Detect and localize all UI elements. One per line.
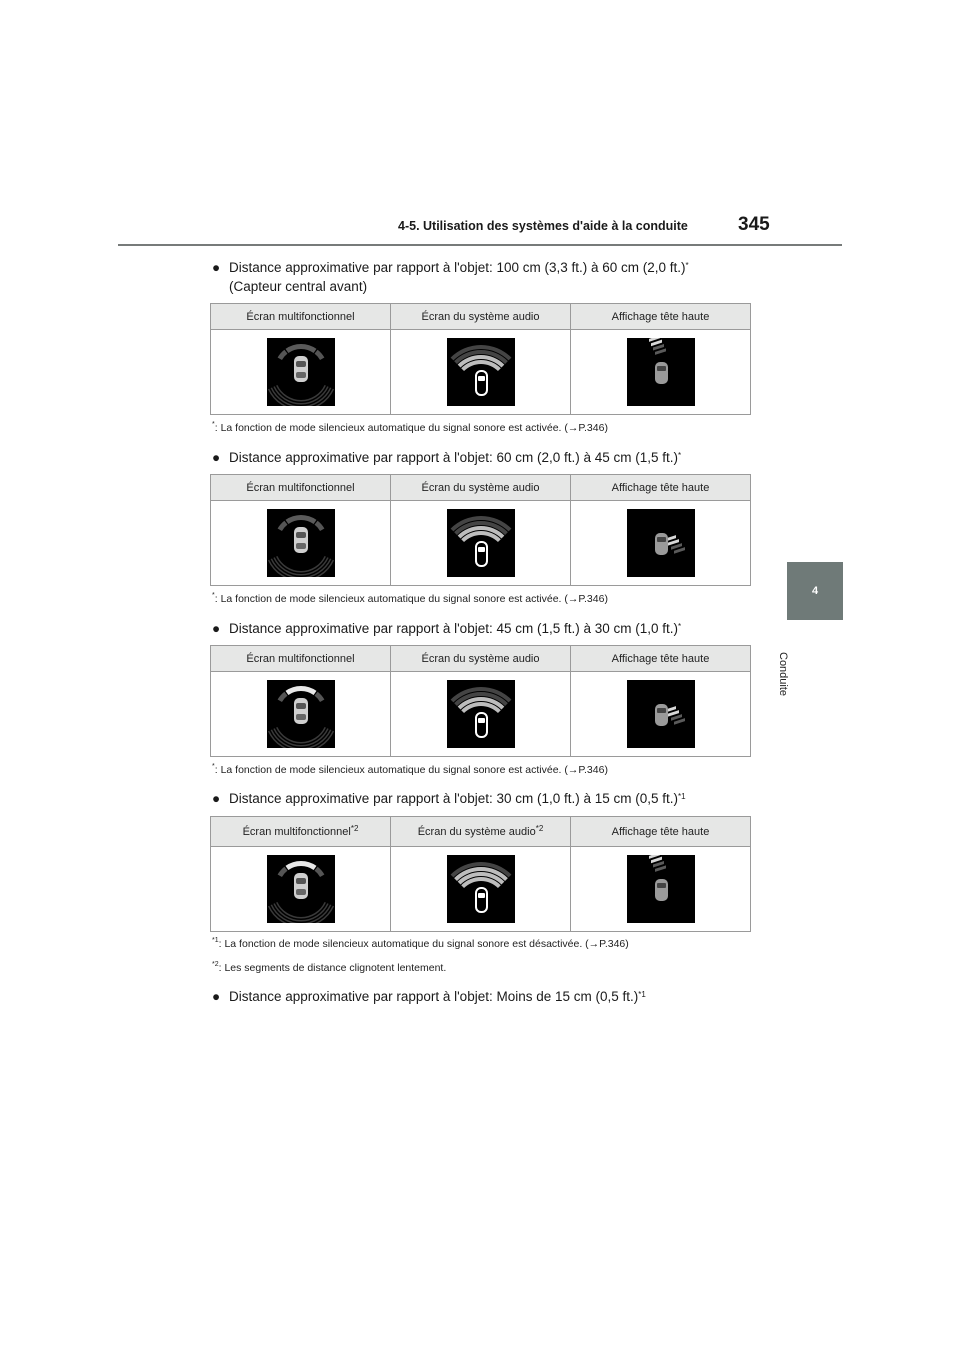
chapter-tab[interactable] bbox=[787, 562, 843, 620]
multifunction-display-image bbox=[267, 509, 335, 577]
multifunction-display-image bbox=[267, 338, 335, 406]
display-illustration bbox=[447, 855, 515, 923]
hud-display-image bbox=[627, 338, 695, 406]
audio-display-image bbox=[447, 509, 515, 577]
page-number: 345 bbox=[738, 214, 770, 235]
header-rule bbox=[118, 244, 842, 246]
display-illustration bbox=[447, 338, 515, 406]
display-illustration bbox=[267, 338, 335, 406]
footnote: *: La fonction de mode silencieux automatique du signal sonore est activée. (→P.346) bbox=[212, 763, 608, 776]
display-illustration bbox=[627, 855, 695, 923]
display-illustration bbox=[627, 338, 695, 406]
hud-display-image bbox=[627, 855, 695, 923]
col-audio: Écran du système audio bbox=[391, 646, 571, 672]
display-table bbox=[210, 474, 751, 586]
display-illustration bbox=[627, 680, 695, 748]
display-table bbox=[210, 645, 751, 757]
display-table bbox=[210, 816, 751, 932]
col-multifunction: Écran multifonctionnel bbox=[211, 646, 391, 672]
audio-display-image bbox=[447, 855, 515, 923]
col-audio: Écran du système audio bbox=[391, 475, 571, 501]
display-illustration bbox=[447, 680, 515, 748]
footnote: $^{*1}$: La fonction de mode silencieux automatique du signal sonore est désactivée. (→P.346) bbox=[212, 937, 629, 950]
hud-display-image bbox=[627, 509, 695, 577]
chapter-label: Conduite bbox=[777, 652, 789, 697]
bullet-icon: ● bbox=[212, 989, 221, 1004]
display-illustration bbox=[447, 509, 515, 577]
col-hud: Affichage tête haute bbox=[571, 475, 751, 501]
col-audio: Écran du système audio$^{*2}$ bbox=[391, 817, 571, 847]
col-hud: Affichage tête haute bbox=[571, 646, 751, 672]
display-illustration bbox=[267, 509, 335, 577]
footnote: $^{*2}$: Les segments de distance clignotent lentement. bbox=[212, 961, 447, 974]
multifunction-display-image bbox=[267, 855, 335, 923]
bullet-icon: ● bbox=[212, 791, 221, 806]
header-section-title: 4-5. Utilisation des systèmes d'aide à la conduite bbox=[398, 219, 688, 233]
audio-display-image bbox=[447, 680, 515, 748]
display-illustration bbox=[267, 680, 335, 748]
col-multifunction: Écran multifonctionnel$^{*2}$ bbox=[211, 817, 391, 847]
col-multifunction: Écran multifonctionnel bbox=[211, 304, 391, 330]
col-hud: Affichage tête haute bbox=[571, 304, 751, 330]
bullet-icon: ● bbox=[212, 450, 221, 465]
display-illustration bbox=[267, 855, 335, 923]
display-table bbox=[210, 303, 751, 415]
audio-display-image bbox=[447, 338, 515, 406]
footnote: *: La fonction de mode silencieux automatique du signal sonore est activée. (→P.346) bbox=[212, 592, 608, 605]
col-audio: Écran du système audio bbox=[391, 304, 571, 330]
bullet-icon: ● bbox=[212, 621, 221, 636]
chapter-number: 4 bbox=[811, 585, 819, 597]
col-hud: Affichage tête haute bbox=[571, 817, 751, 847]
col-multifunction: Écran multifonctionnel bbox=[211, 475, 391, 501]
display-illustration bbox=[627, 509, 695, 577]
multifunction-display-image bbox=[267, 680, 335, 748]
hud-display-image bbox=[627, 680, 695, 748]
footnote: *: La fonction de mode silencieux automatique du signal sonore est activée. (→P.346) bbox=[212, 421, 608, 434]
bullet-icon: ● bbox=[212, 260, 221, 275]
